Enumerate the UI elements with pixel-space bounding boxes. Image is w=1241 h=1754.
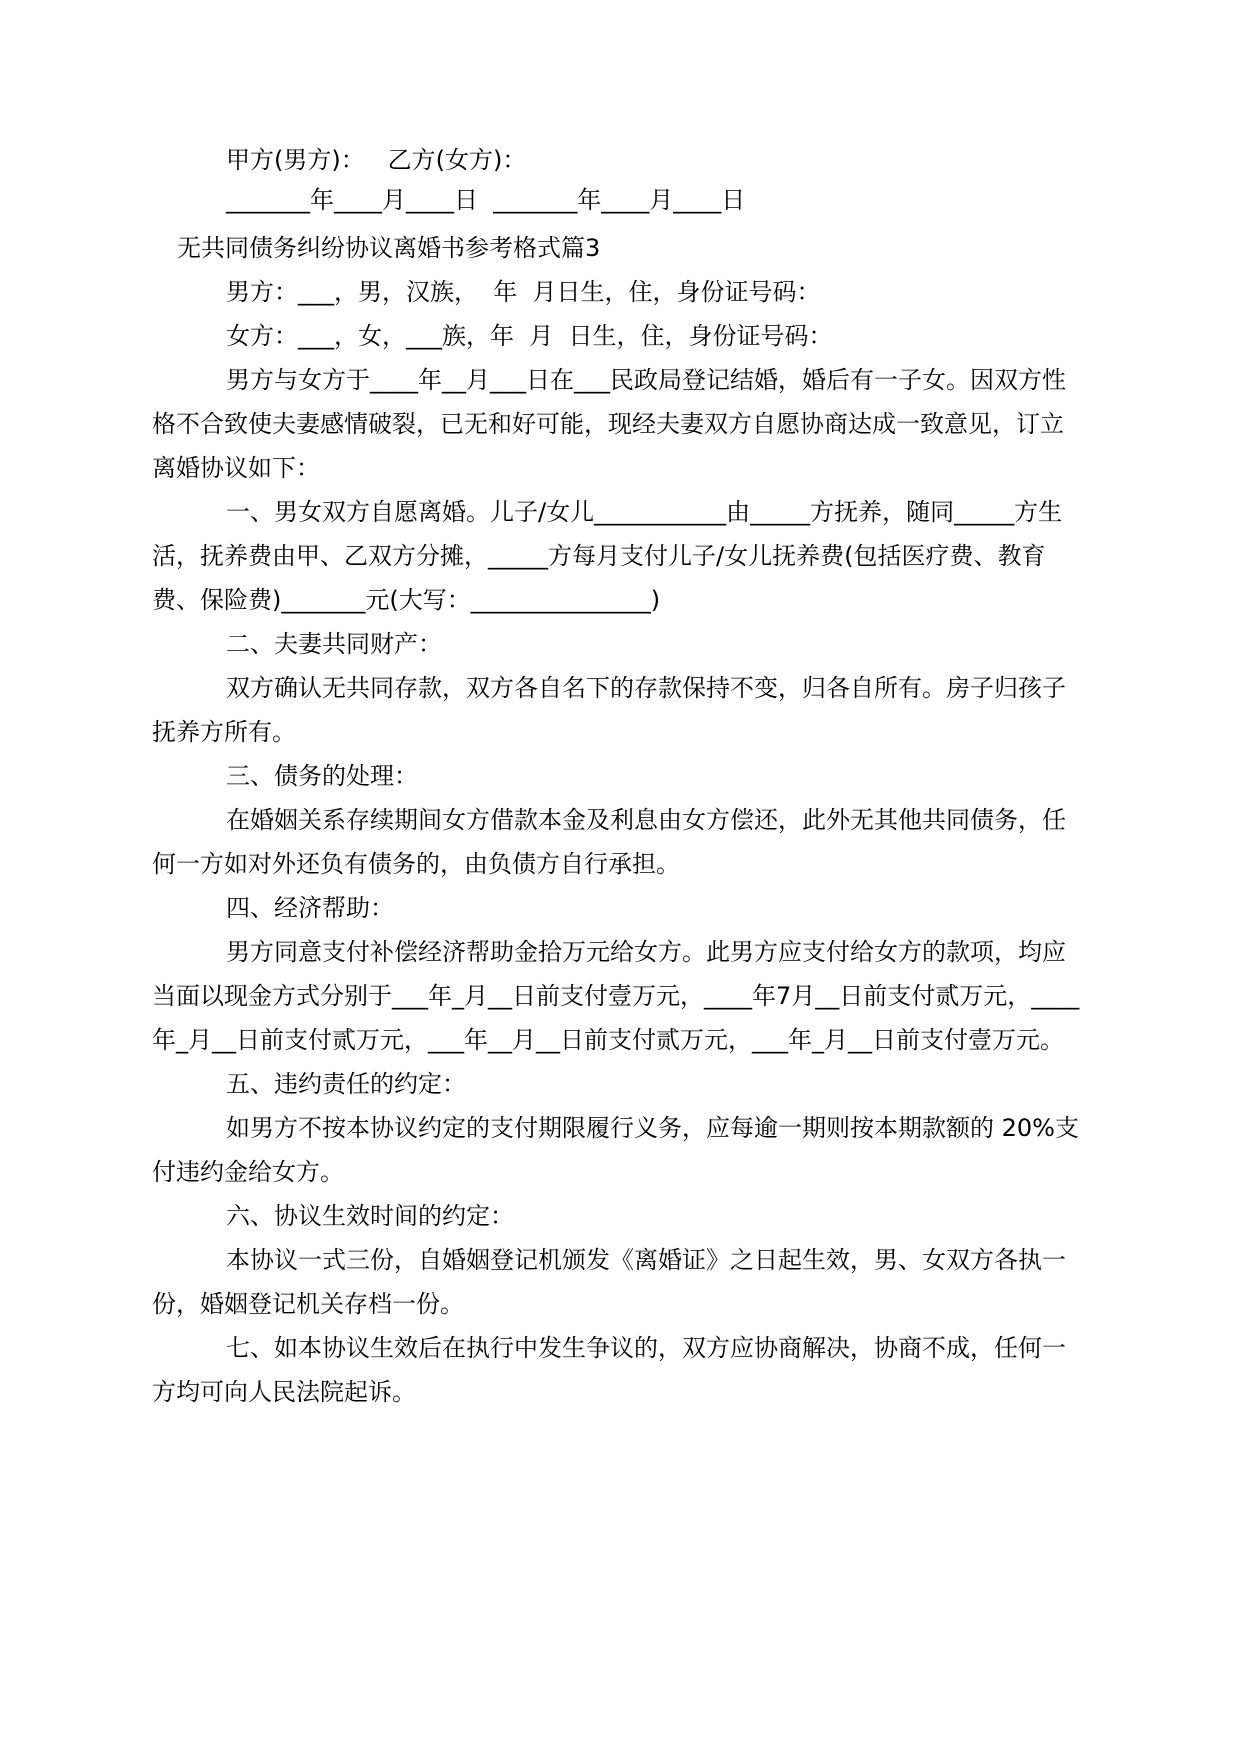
preamble-line: 离婚协议如下： xyxy=(152,454,320,482)
clause-4-line: 年_月__日前支付贰万元，___年__月__日前支付贰万元，___年_月__日前支付壹万元。 xyxy=(152,1026,1064,1054)
clause-7-line: 七、如本协议生效后在执行中发生争议的，双方应协商解决，协商不成，任何一 xyxy=(226,1334,1066,1362)
woman-info: 女方：___，女，___族，年 月 日生，住，身份证号码： xyxy=(226,322,833,350)
preamble-line: 格不合致使夫妻感情破裂，已无和好可能，现经夫妻双方自愿协商达成一致意见，订立 xyxy=(152,410,1064,438)
clause-1-line: 费、保险费)_______元(大写：_______________) xyxy=(152,586,661,614)
clause-2-line: 抚养方所有。 xyxy=(152,718,296,746)
clause-3-line: 何一方如对外还负有债务的，由负债方自行承担。 xyxy=(152,850,680,878)
signature-parties: 甲方(男方)： 乙方(女方)： xyxy=(226,146,527,174)
clause-3-line: 在婚姻关系存续期间女方借款本金及利息由女方偿还，此外无其他共同债务，任 xyxy=(226,806,1066,834)
clause-1-line: 一、男女双方自愿离婚。儿子/女儿___________由_____方抚养，随同_____方生 xyxy=(226,498,1063,526)
clause-5-line: 如男方不按本协议约定的支付期限履行义务，应每逾一期则按本期款额的 20%支 xyxy=(226,1114,1079,1142)
clause-7-line: 方均可向人民法院起诉。 xyxy=(152,1378,416,1406)
signature-dates: _______年____月____日 _______年____月____日 xyxy=(226,186,746,214)
man-info: 男方：___，男，汉族， 年 月日生，住，身份证号码： xyxy=(226,278,821,306)
preamble-line: 男方与女方于____年__月___日在___民政局登记结婚，婚后有一子女。因双方性 xyxy=(226,366,1066,394)
document-title: 无共同债务纠纷协议离婚书参考格式篇3 xyxy=(177,234,601,262)
clause-2-line: 双方确认无共同存款，双方各自名下的存款保持不变，归各自所有。房子归孩子 xyxy=(226,674,1066,702)
clause-4-heading: 四、经济帮助： xyxy=(226,894,394,922)
clause-4-line: 男方同意支付补偿经济帮助金拾万元给女方。此男方应支付给女方的款项，均应 xyxy=(226,938,1066,966)
clause-4-line: 当面以现金方式分别于___年_月__日前支付壹万元，____年7月__日前支付贰万元，____ xyxy=(152,982,1080,1010)
clause-6-line: 本协议一式三份，自婚姻登记机颁发《离婚证》之日起生效，男、女双方各执一 xyxy=(226,1246,1066,1274)
clause-6-line: 份，婚姻登记机关存档一份。 xyxy=(152,1290,464,1318)
clause-2-heading: 二、夫妻共同财产： xyxy=(226,630,442,658)
clause-3-heading: 三、债务的处理： xyxy=(226,762,418,790)
clause-6-heading: 六、协议生效时间的约定： xyxy=(226,1202,514,1230)
clause-5-line: 付违约金给女方。 xyxy=(152,1158,344,1186)
clause-5-heading: 五、违约责任的约定： xyxy=(226,1070,466,1098)
clause-1-line: 活，抚养费由甲、乙双方分摊，_____方每月支付儿子/女儿抚养费(包括医疗费、教育 xyxy=(152,542,1046,570)
